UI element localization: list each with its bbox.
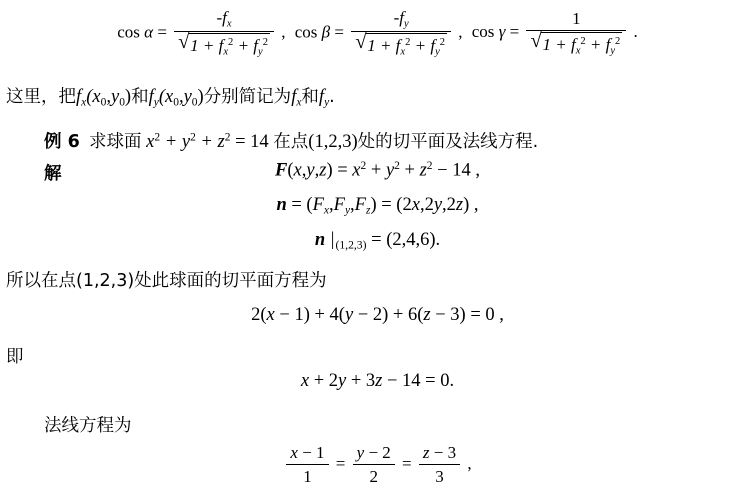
equals-sign: = (335, 453, 346, 473)
example-text-3: 处的切平面及法线方程. (357, 132, 539, 152)
example-heading (44, 128, 538, 153)
equals-sign: = (334, 22, 344, 42)
equation-n: $n = (F_x,F_y,F_z) = (2x,2y,2z)$ , (276, 195, 479, 217)
fraction-y: $\frac{y - 2}{2}$ (353, 443, 395, 487)
namely-label: 即 (6, 347, 24, 367)
sqrt-icon: √ $1 + f_x^2 + f_y^2$ (355, 33, 447, 59)
comma-1: , (281, 22, 286, 42)
fraction-denominator: 2 (353, 464, 395, 487)
example-equation: $x^2 + y^2 + z^2 = 14$ (146, 131, 269, 152)
equals-sign: = (509, 22, 520, 42)
example-point: (1,2,3) (308, 132, 358, 152)
solution-line-n-eval (0, 230, 755, 251)
fraction-x: $\frac{x - 1}{1}$ (286, 443, 328, 487)
solution-line-n (0, 195, 755, 217)
fraction-denominator: 1 (286, 464, 328, 487)
fraction-denominator (351, 31, 451, 59)
equation-n-eval: n |(1,2,3) = (2,4,6). (314, 230, 441, 252)
solution-label: 解 (44, 164, 62, 184)
cos-label-alpha: cos (117, 22, 140, 42)
normal-line-label: 法线方程为 (44, 416, 132, 436)
fraction-cos-alpha (174, 8, 274, 59)
comma-2: , (458, 22, 463, 42)
equation-F: $F(x,y,z) = x^2 + y^2 + z^2 - 14$ , (275, 160, 480, 181)
tangent-plane-intro: 所以在点(1,2,3)处此球面的切平面方程为 (6, 271, 327, 291)
tangent-plane-equation: 2(x − 1) + 4(y − 2) + 6(z − 3) = 0 , (251, 305, 504, 325)
fraction-denominator (526, 30, 626, 58)
note-line: 这里，把$f_x(x_0,y_0)$和$f_y(x_0,y_0)$分别简记为$f_x$和$f_y$. (6, 87, 335, 109)
example-text-2: 在点 (273, 132, 309, 152)
solution-line-F (0, 160, 755, 181)
period-1: . (633, 22, 638, 42)
fraction-numerator: $-f_y$ (393, 8, 409, 30)
angle-gamma: γ (498, 22, 506, 42)
sqrt-icon: √ $1 + f_x^2 + f_y^2$ (530, 32, 622, 58)
fraction-denominator (174, 31, 274, 59)
angle-alpha: α (144, 22, 154, 42)
fraction-numerator: 1 (572, 9, 581, 29)
fraction-denominator: 3 (419, 464, 460, 487)
plane-equation-simplified: x + 2y + 3z − 14 = 0. (300, 371, 455, 391)
fraction-z: $\frac{z - 3}{3}$ (419, 443, 460, 487)
angle-beta: β (321, 22, 331, 42)
direction-cosines-row (0, 8, 755, 59)
sqrt-icon: √ $1 + f_x^2 + f_y^2$ (178, 33, 270, 59)
cos-label-gamma: cos (471, 22, 495, 42)
comma-3: , (467, 453, 472, 473)
equals-sign: = (402, 453, 412, 473)
fraction-cos-gamma (526, 9, 626, 57)
example-text-1: 求球面 (89, 132, 142, 152)
equals-sign: = (157, 22, 167, 42)
cos-beta-formula (295, 8, 463, 59)
normal-line-equation (0, 443, 755, 487)
example-label: 例 6 (44, 132, 80, 152)
fraction-numerator: $-f_x$ (216, 8, 232, 30)
cos-gamma-formula (472, 9, 638, 57)
cos-label-beta: cos (294, 22, 318, 42)
fraction-cos-beta (351, 8, 451, 59)
cos-alpha-formula (117, 8, 285, 59)
